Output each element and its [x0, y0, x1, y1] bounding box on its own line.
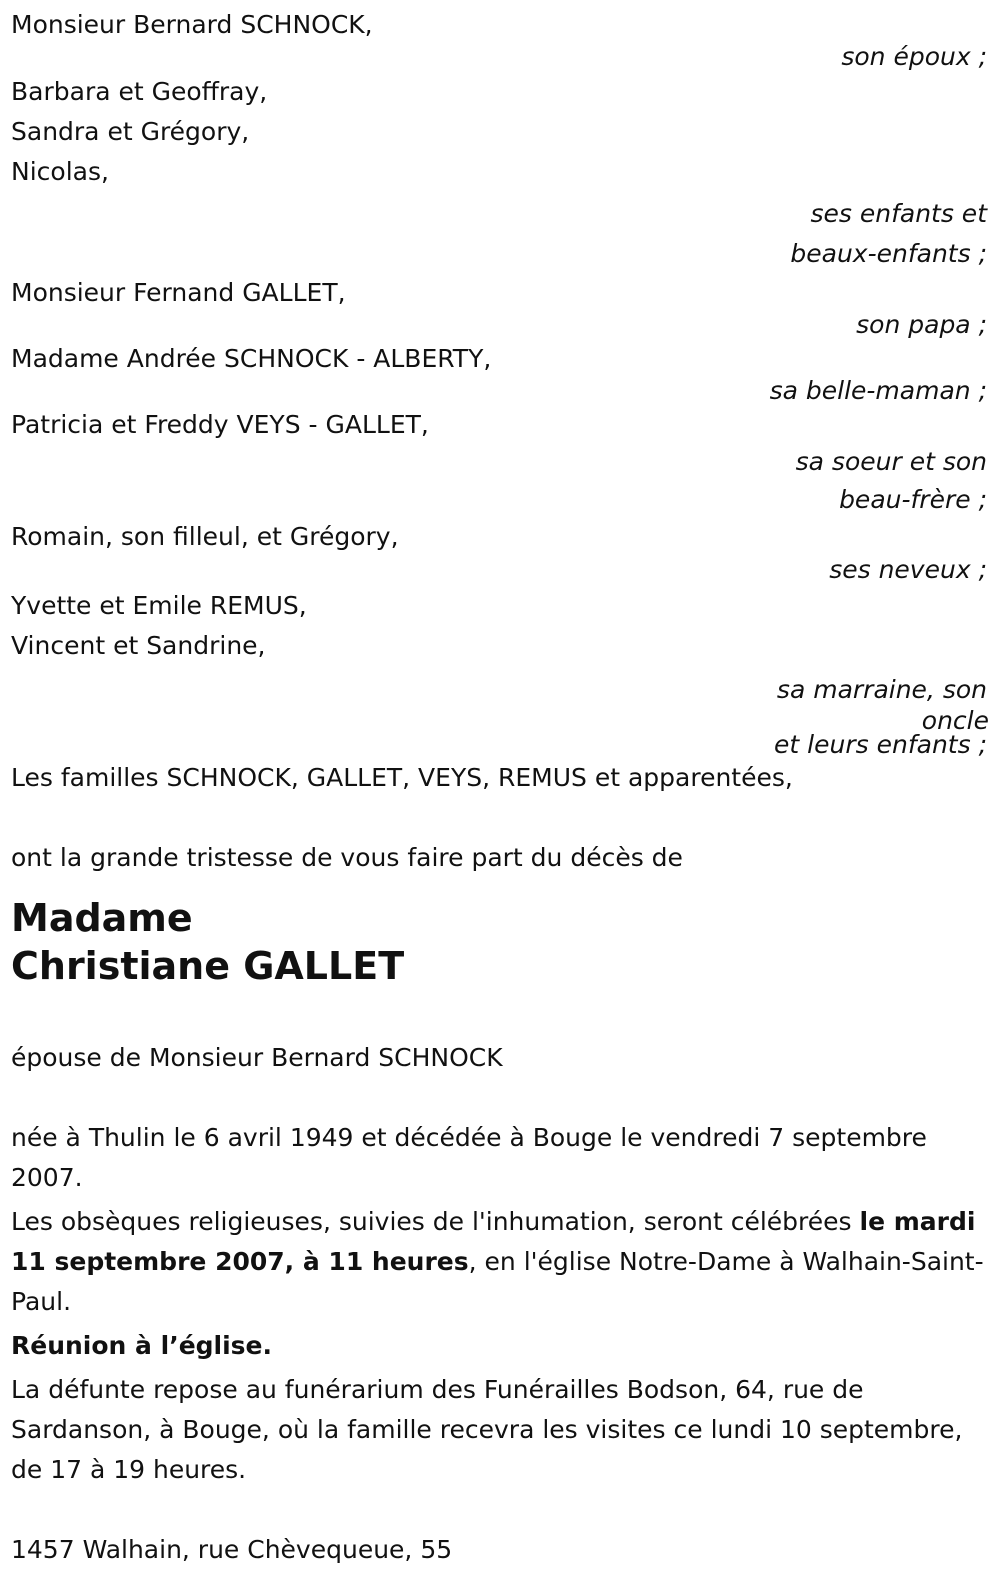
deceased-name: Christiane GALLET — [11, 944, 405, 988]
godmother-relation-line-1: sa marraine, son — [776, 675, 987, 704]
mother-in-law-group — [11, 340, 989, 404]
child-line: Barbara et Geoffray, — [11, 77, 268, 106]
father-relation: son papa ; — [856, 310, 987, 339]
husband-group — [11, 6, 989, 70]
spouse-line: épouse de Monsieur Bernard SCHNOCK — [11, 1043, 503, 1072]
sister-group — [11, 406, 989, 520]
address-line: 1457 Walhain, rue Chèvequeue, 55 — [11, 1535, 453, 1564]
deceased-title: Madame — [11, 896, 193, 940]
godmother-group — [11, 586, 989, 758]
announcement-text: ont la grande tristesse de vous faire part du décès de — [11, 843, 683, 872]
deceased-name-block — [11, 894, 989, 990]
sister-names: Patricia et Freddy VEYS - GALLET, — [11, 410, 429, 439]
sister-relation-line-2: beau-frère ; — [839, 485, 987, 514]
funeral-text — [11, 1202, 989, 1322]
meeting-text: Réunion à l’église. — [11, 1331, 273, 1360]
children-relation-line-2: beaux-enfants ; — [790, 239, 987, 268]
obituary-notice — [11, 6, 989, 1570]
godmother-relation-line-3: et leurs enfants ; — [774, 730, 987, 759]
funeral-date-time: le mardi 11 septembre 2007, à 11 heures — [11, 1207, 976, 1276]
children-group — [11, 72, 989, 274]
visitation-text: La défunte repose au funérarium des Funérailles Bodson, 64, rue de Sardanson, à Bouge, où la famille recevra les visites ce lundi 10 septembre, de 17 à 19 heures. — [11, 1375, 963, 1484]
child-line: Nicolas, — [11, 157, 109, 186]
child-line: Sandra et Grégory, — [11, 117, 250, 146]
godmother-relation-line-2: oncle — [921, 706, 989, 735]
nephews-relation: ses neveux ; — [829, 555, 987, 584]
nephews-names: Romain, son filleul, et Grégory, — [11, 522, 399, 551]
godmother-line: Yvette et Emile REMUS, — [11, 591, 307, 620]
families-line: Les familles SCHNOCK, GALLET, VEYS, REMUS et apparentées, — [11, 763, 793, 792]
mother-in-law-name: Madame Andrée SCHNOCK - ALBERTY, — [11, 344, 492, 373]
godmother-line: Vincent et Sandrine, — [11, 631, 266, 660]
funeral-text-before: Les obsèques religieuses, suivies de l'inhumation, seront célébrées — [11, 1207, 860, 1236]
father-group — [11, 274, 989, 338]
nephews-group — [11, 520, 989, 586]
birth-death-text: née à Thulin le 6 avril 1949 et décédée à Bouge le vendredi 7 septembre 2007. — [11, 1123, 927, 1192]
mother-in-law-relation: sa belle-maman ; — [769, 376, 987, 405]
children-relation-line-1: ses enfants et — [810, 199, 987, 228]
sister-relation-line-1: sa soeur et son — [795, 447, 987, 476]
husband-name: Monsieur Bernard SCHNOCK, — [11, 10, 373, 39]
husband-relation: son époux ; — [841, 42, 987, 71]
funeral-text-after: , en l'église Notre-Dame à Walhain-Saint-Paul. — [11, 1247, 984, 1316]
father-name: Monsieur Fernand GALLET, — [11, 278, 346, 307]
